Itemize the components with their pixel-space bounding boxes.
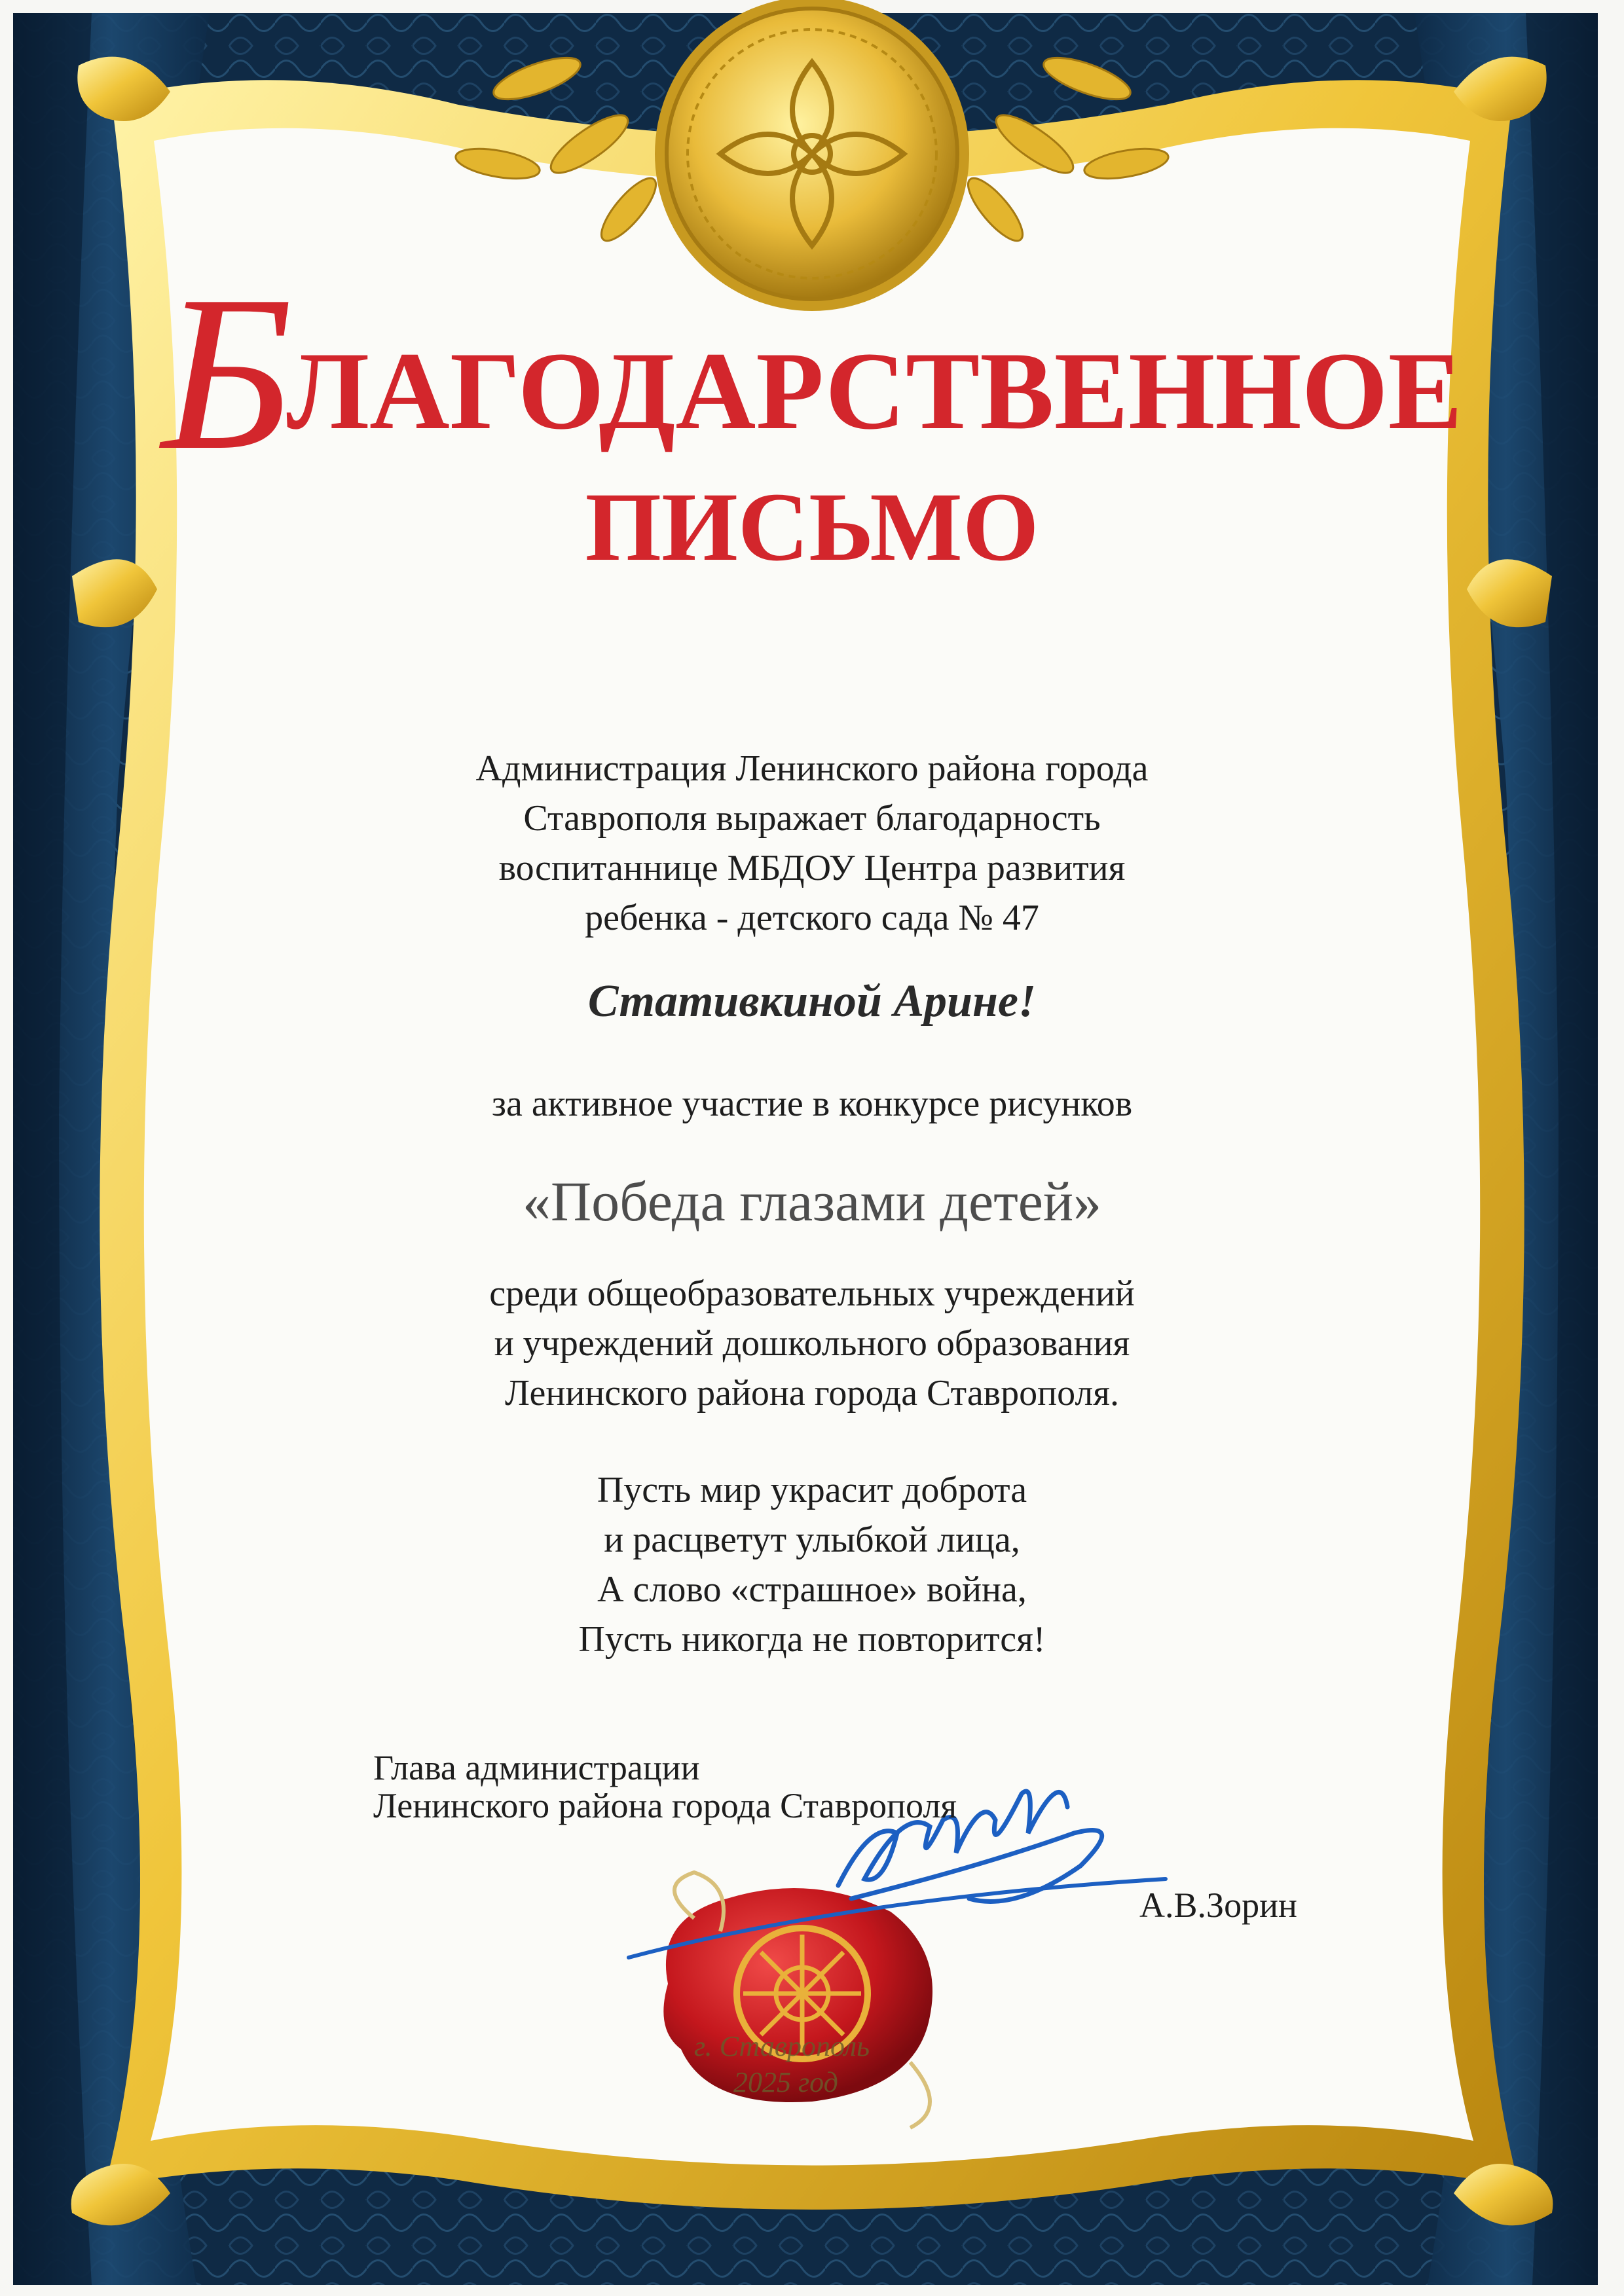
contest-name: «Победа глазами детей» [523,1170,1101,1233]
scope-line-2: и учреждений дошкольного образования [494,1323,1130,1364]
poem-line-4: Пусть никогда не повторится! [578,1619,1046,1660]
title-initial: Б [161,249,287,496]
poem-line-2: и расцветут улыбкой лица, [604,1520,1020,1560]
intro-line-3: воспитаннице МБДОУ Центра развития [498,848,1126,888]
certificate-title-line2: ПИСЬМО [585,473,1039,581]
award-reason: за активное участие в конкурсе рисунков [491,1084,1133,1124]
medallion-emblem [655,0,969,311]
poem-line-3: А слово «страшное» война, [597,1569,1027,1610]
recipient-name: Стативкиной Арине! [587,976,1037,1027]
title-rest: ЛАГОДАРСТВЕННОЕ [286,329,1463,452]
intro-line-2: Ставрополя выражает благодарность [523,798,1101,839]
certificate-title-line1 [0,249,1624,496]
signatory-title-line-1: Глава администрации [373,1748,700,1787]
poem-line-1: Пусть мир украсит доброта [597,1470,1027,1510]
scope-line-3: Ленинского района города Ставрополя. [504,1373,1120,1413]
intro-line-1: Администрация Ленинского района города [475,748,1149,789]
scope-line-1: среди общеобразовательных учреждений [489,1273,1135,1314]
seal-city: г. Ставрополь [694,2030,870,2062]
intro-line-4: ребенка - детского сада № 47 [585,898,1039,938]
signatory-name: А.В.Зорин [1139,1886,1297,1925]
seal-year: 2025 год [733,2066,838,2098]
signatory-title-line-2: Ленинского района города Ставрополя [373,1786,957,1825]
